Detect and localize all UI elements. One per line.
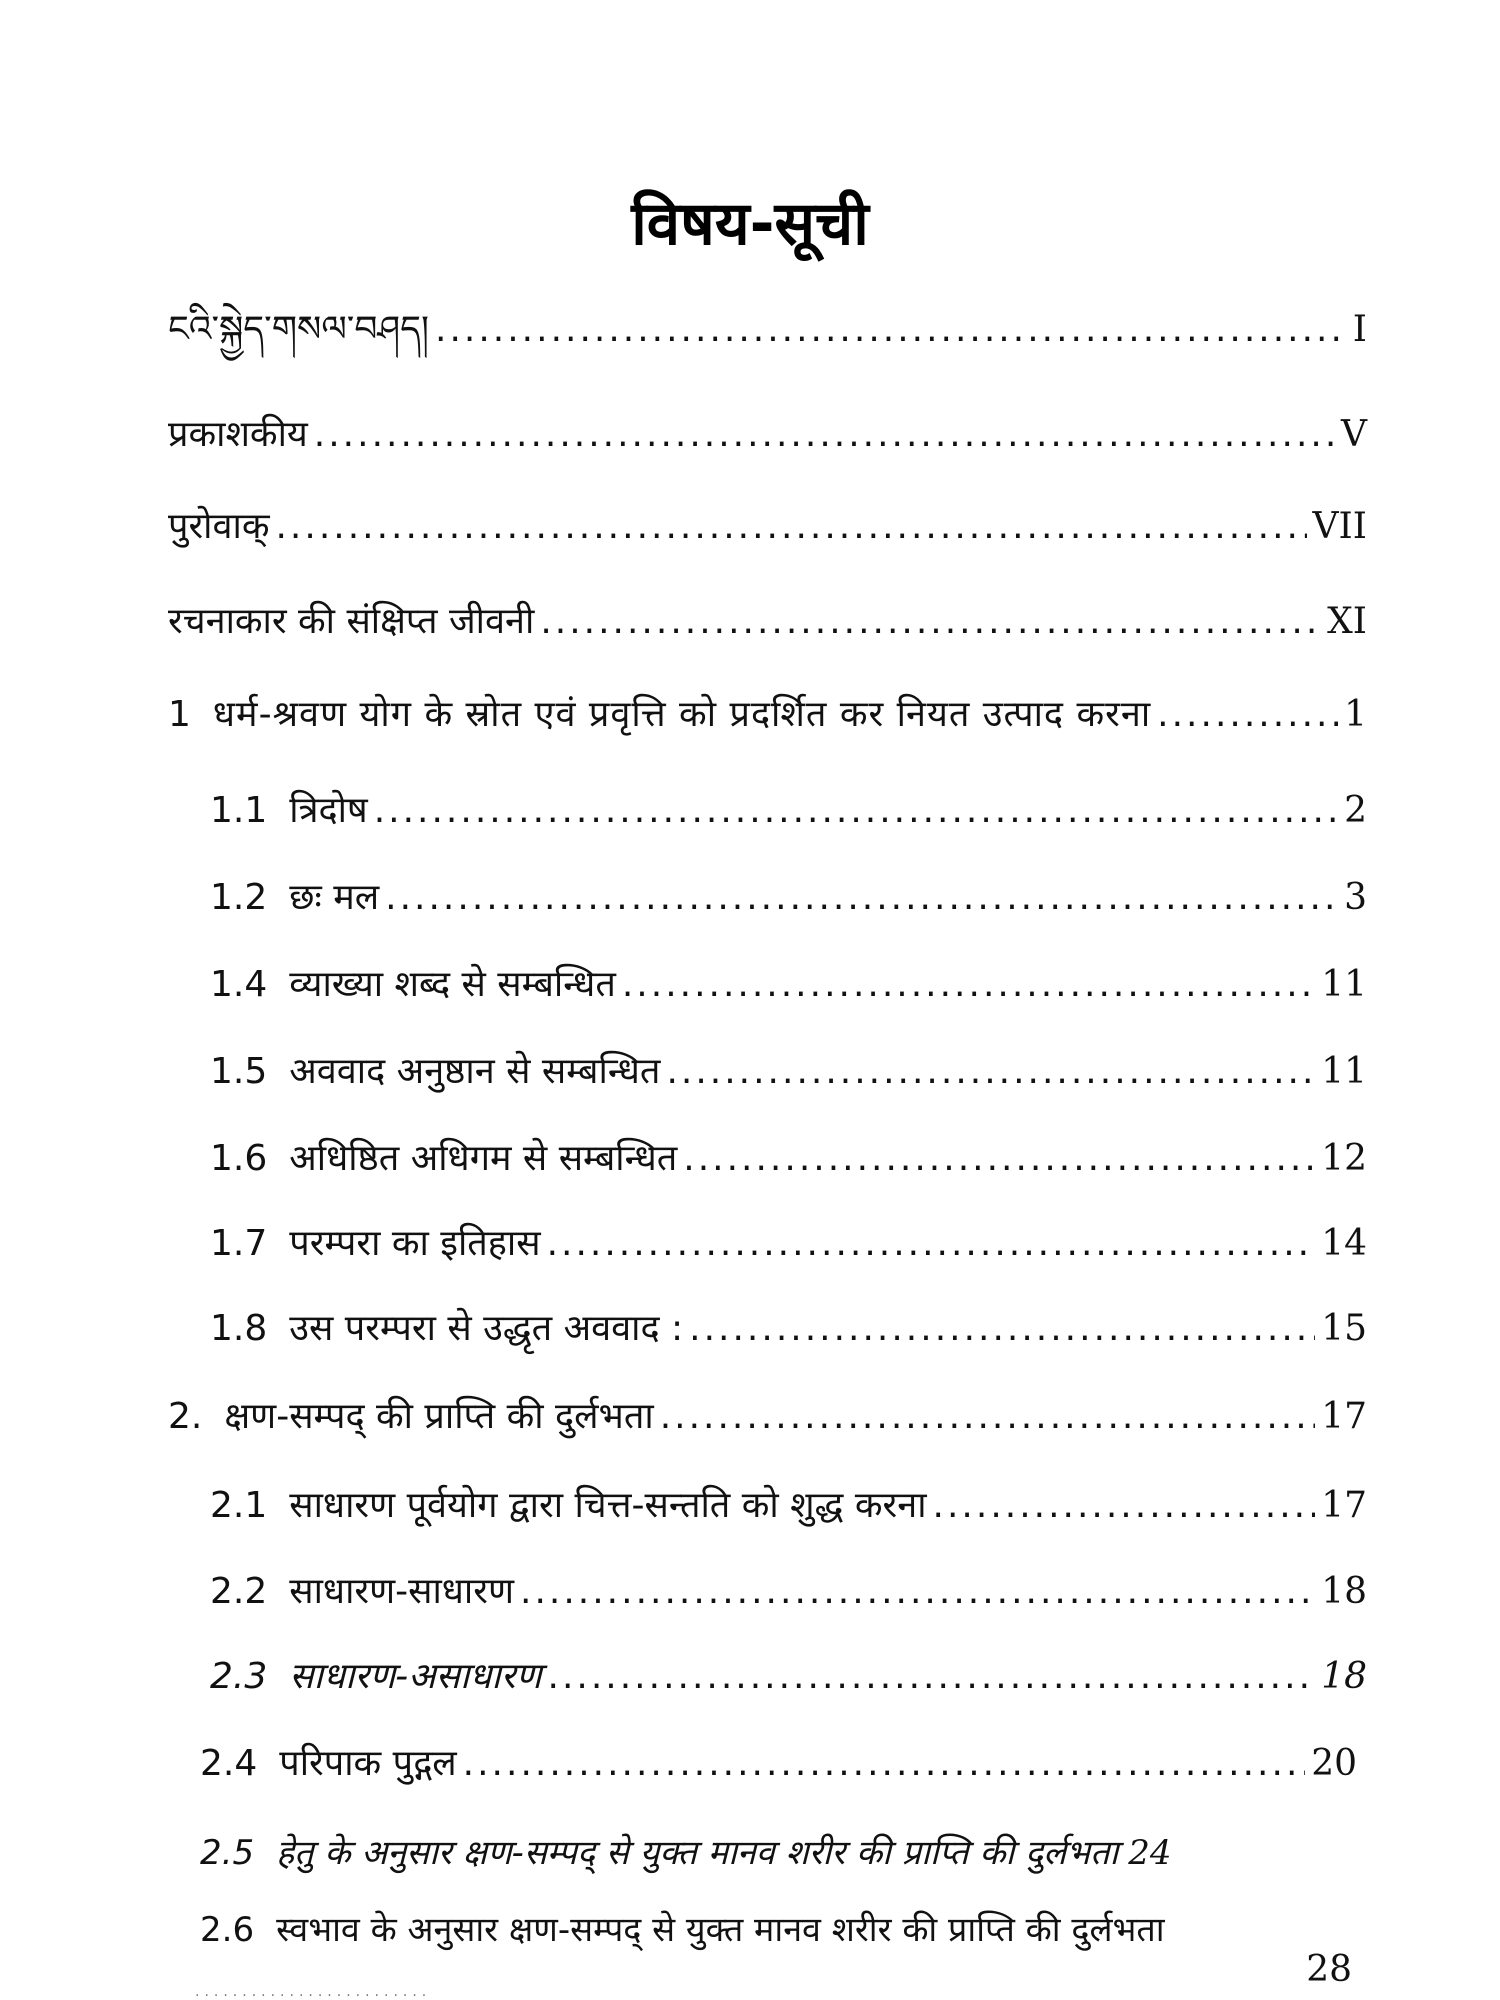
dot-leader: .........................: [195, 1984, 432, 2000]
toc-page-number: 14: [1321, 1223, 1367, 1264]
toc-entry[interactable]: [168, 413, 1367, 456]
toc-entry[interactable]: [168, 1395, 1367, 1438]
dot-leader: [933, 1484, 1316, 1527]
toc-entry-label: स्वभाव के अनुसार क्षण-सम्पद् से युक्त मानव शरीर की प्राप्ति की दुर्लभता: [276, 1910, 1165, 1950]
toc-entry-label: अववाद अनुष्ठान से सम्बन्धित: [289, 1051, 661, 1092]
toc-entry-label: क्षण-सम्पद् की प्राप्ति की दुर्लभता: [224, 1396, 654, 1437]
toc-entry-number: 2.3: [210, 1656, 268, 1697]
toc-entry-number: 1.2: [210, 877, 268, 918]
toc-page-number: 3: [1344, 877, 1367, 918]
dot-leader: [547, 1222, 1316, 1265]
toc-entry[interactable]: [210, 1655, 1367, 1698]
dot-leader: [314, 413, 1335, 456]
dot-leader: [540, 600, 1321, 643]
toc-entry-label: परिपाक पुद्गल: [279, 1743, 457, 1784]
toc-page-number: V: [1341, 414, 1367, 455]
toc-entry[interactable]: [200, 1742, 1357, 1785]
dot-leader: [689, 1307, 1315, 1350]
toc-entry-label: छः मल: [289, 877, 380, 918]
toc-entry[interactable]: [210, 1484, 1367, 1527]
dot-leader: [660, 1395, 1315, 1438]
toc-entry-number: 1.4: [210, 964, 268, 1005]
toc-entry-number: 1.6: [210, 1138, 268, 1179]
toc-page-number: 12: [1321, 1138, 1367, 1179]
toc-entry-number: 1.1: [210, 790, 268, 831]
toc-entry-label: रचनाकार की संक्षिप्त जीवनी: [168, 601, 535, 642]
toc-entry-label: उस परम्परा से उद्धृत अववाद :: [289, 1308, 684, 1349]
dot-leader: [520, 1570, 1315, 1613]
toc-entry[interactable]: [210, 1222, 1367, 1265]
toc-entry[interactable]: [210, 1050, 1367, 1093]
toc-entry[interactable]: [210, 1137, 1367, 1180]
toc-entry-label: परम्परा का इतिहास: [289, 1223, 541, 1264]
toc-entry[interactable]: [168, 600, 1367, 643]
toc-entry-label: साधारण पूर्वयोग द्वारा चित्त-सन्तति को शुद्ध करना: [289, 1485, 927, 1526]
toc-entry-label: प्रकाशकीय: [168, 414, 308, 455]
toc-entry[interactable]: [200, 1910, 1357, 1951]
dot-leader: [622, 963, 1315, 1006]
toc-entry-number: 2.5: [200, 1833, 255, 1873]
toc-entry-label: अधिष्ठित अधिगम से सम्बन्धित: [289, 1138, 678, 1179]
toc-entry[interactable]: [168, 505, 1367, 548]
dot-leader: [1157, 693, 1338, 736]
toc-entry-number: 1.8: [210, 1308, 268, 1349]
toc-page-number: I: [1352, 309, 1367, 350]
dot-leader: [683, 1137, 1315, 1180]
toc-entry-number: 1: [168, 694, 191, 735]
toc-entry-number: 2.6: [200, 1910, 255, 1950]
toc-entry[interactable]: [168, 308, 1367, 351]
toc-entry-label: त्रिदोष: [289, 790, 368, 831]
toc-page-number: 18: [1321, 1656, 1367, 1697]
toc-page-number: 18: [1321, 1571, 1367, 1612]
toc-entry[interactable]: [210, 876, 1367, 919]
toc-page-number: 24: [1128, 1833, 1172, 1873]
toc-entry-number: 1.5: [210, 1051, 268, 1092]
toc-entry-label: व्याख्या शब्द से सम्बन्धित: [289, 964, 616, 1005]
toc-page-number: 15: [1321, 1308, 1367, 1349]
toc-page-number: 2: [1344, 790, 1367, 831]
dot-leader: [463, 1742, 1306, 1785]
toc-entry-label: हेतु के अनुसार क्षण-सम्पद् से युक्त मानव शरीर की प्राप्ति की दुर्लभता: [276, 1833, 1119, 1873]
toc-page-number: 11: [1321, 1051, 1367, 1092]
toc-page-number: 17: [1321, 1396, 1367, 1437]
toc-entry-label: साधारण-साधारण: [289, 1571, 515, 1612]
toc-entry-label: पुरोवाक्: [168, 506, 270, 547]
toc-entry[interactable]: [200, 1833, 1357, 1874]
toc-page-number: 11: [1321, 964, 1367, 1005]
toc-entry-label: धर्म-श्रवण योग के स्रोत एवं प्रवृत्ति को प्रदर्शित कर नियत उत्पाद करना: [212, 694, 1152, 735]
toc-entry-number: 1.7: [210, 1223, 268, 1264]
toc-entry-number: 2.: [168, 1396, 203, 1437]
dot-leader: [374, 789, 1338, 832]
toc-entry-number: 2.2: [210, 1571, 268, 1612]
toc-entry-number: 2.1: [210, 1485, 268, 1526]
toc-entry-label: साधारण-असाधारण: [289, 1656, 542, 1697]
toc-entry-label: ངའི་སྐྱེད་གསལ་བཤད།: [168, 309, 430, 350]
toc-entry[interactable]: [210, 1307, 1367, 1350]
dot-leader: [548, 1655, 1316, 1698]
toc-page-number: 17: [1321, 1485, 1367, 1526]
toc-entry-number: 2.4: [200, 1743, 258, 1784]
toc-entry[interactable]: [210, 963, 1367, 1006]
dot-leader: [435, 308, 1347, 351]
toc-page-number: XI: [1327, 601, 1367, 642]
toc-page-number: VII: [1312, 506, 1367, 547]
toc-entry[interactable]: [210, 1570, 1367, 1613]
toc-page-number: 1: [1344, 694, 1367, 735]
toc-entry[interactable]: [168, 693, 1367, 736]
page-title: विषय-सूची: [631, 189, 869, 259]
toc-entry[interactable]: [210, 789, 1367, 832]
toc-page-number: 28: [1306, 1949, 1352, 1990]
toc-page-number: 20: [1311, 1743, 1357, 1784]
dot-leader: [385, 876, 1338, 919]
dot-leader: [666, 1050, 1315, 1093]
dot-leader: [275, 505, 1306, 548]
